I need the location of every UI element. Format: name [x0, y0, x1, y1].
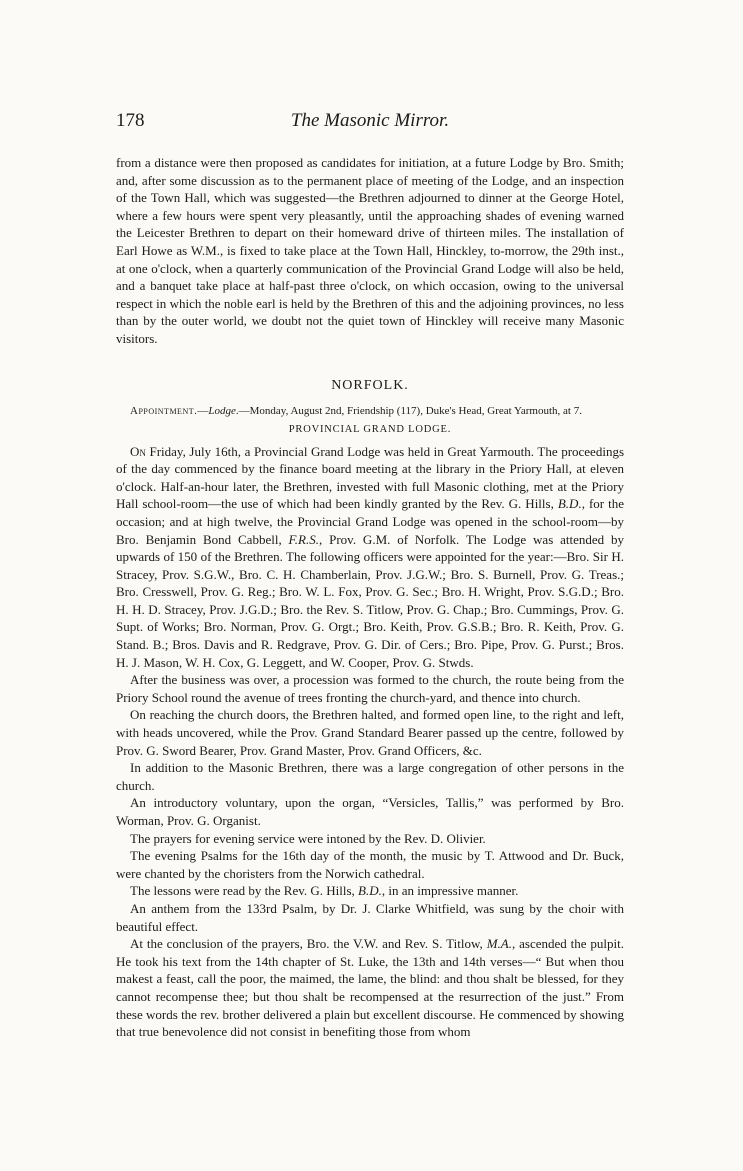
opening-degree-bd: B.D.: [557, 496, 582, 512]
voluntary-paragraph: An introductory voluntary, upon the organ, “Versicles, Tallis,” was performed by Bro. Worman, Prov. G. Organist.: [116, 795, 624, 828]
page-body: [116, 154, 624, 1041]
anthem-paragraph: An anthem from the 133rd Psalm, by Dr. J. Clarke Whitfield, was sung by the choir with beautiful effect.: [116, 900, 624, 934]
continuation-paragraph: from a distance were then proposed as candidates for initiation, at a future Lodge by Bro. Smith; and, after some discussion as to the permanent place of meeting of the Lodge, and an inspection of the Town Hall, which was suggested—the Brethren adjourned to dinner at the George Hotel, where a few hours were spent very pleasantly, until the approaching shades of evening warned the Leicester Brethren to depart on their homeward drive of thirteen miles. The installation of Earl Howe as W.M., is fixed to take place at the Town Hall, Hinckley, to-morrow, the 29th inst., at one o'clock, when a quarterly communication of the Provincial Grand Lodge will also be held, and a banquet take place at half-past three o'clock, on which occasion, owing to the universal respect in which the noble earl is held by the Brethren of this and the adjoining provinces, no less than by the outer world, we doubt not the quiet town of Hinckley will receive many Masonic visitors.: [116, 155, 624, 346]
opening-text-2: , for the occasion; and at high twelve, the Provincial Grand Lodge was opened in the school-room—by Bro. Benjamin Bond Cabbell,: [116, 496, 624, 547]
lessons-text-1: The lessons were read by the Rev. G. Hills,: [130, 883, 359, 899]
sermon-text-2: , ascended the pulpit. He took his text from the 14th chapter of St. Luke, the 13th and 14th verses—“ But when thou makest a feast, call the poor, the maimed, the lame, the blind: and thou shalt be blessed, for they cannot recompense thee; but thou shalt be recompensed at the resurrection of the just.” From these words the rev. brother delivered a plain but excellent discourse. He commenced by showing that true benevolence did not consist in benefiting those from whom: [116, 936, 624, 1040]
sermon-paragraph: [116, 935, 624, 1041]
running-title: The Masonic Mirror.: [290, 110, 450, 131]
prayers-paragraph: The prayers for evening service were intoned by the Rev. D. Olivier.: [130, 830, 486, 846]
lessons-paragraph: [116, 882, 624, 900]
appointment-lodge-label: Lodge: [208, 404, 236, 417]
congregation-paragraph: In addition to the Masonic Brethren, there was a large congregation of other persons in the church.: [116, 760, 624, 793]
subheading: PROVINCIAL GRAND LODGE.: [288, 423, 452, 435]
appointment-details: .—Monday, August 2nd, Friendship (117), Duke's Head, Great Yarmouth, at 7.: [235, 404, 582, 417]
opening-degree-frs: F.R.S.: [288, 531, 320, 547]
section-title: NORFOLK.: [331, 377, 409, 393]
page-header: [116, 110, 624, 138]
opening-text-1: Friday, July 16th, a Provincial Grand Lodge was held in Great Yarmouth. The proceedings of the day commenced by the finance board meeting at the library in the Priory Hall, at eleven o'clock. Half-an-hour later, the Brethren, invested with full Masonic clothing, met at the Priory Hall school-room—the use of which had been kindly granted by the Rev. G. Hills,: [116, 443, 624, 512]
opening-lead: On: [130, 443, 146, 459]
appointment-notice: [116, 404, 624, 418]
procession-paragraph: After the business was over, a procession was formed to the church, the route being from the Priory School round the avenue of trees fronting the church-yard, and thence into church.: [116, 672, 624, 705]
opening-text-3: , Prov. G.M. of Norfolk. The Lodge was attended by upwards of 150 of the Brethren. The following officers were appointed for the year:—Bro. Sir H. Stracey, Prov. S.G.W., Bro. C. H. Chamberlain, Prov. J.G.W.; Bro. S. Burnell, Prov. G. Treas.; Bro. Cresswell, Prov. G. Reg.; Bro. W. L. Fox, Prov. G. Sec.; Bro. H. Wright, Prov. S.G.D.; Bro. H. H. D. Stracey, Prov. J.G.D.; Bro. the Rev. S. Titlow, Prov. G. Chap.; Bro. Cummings, Prov. G. Supt. of Works; Bro. Norman, Prov. G. Orgt.; Bro. Keith, Prov. G.S.B.; Bro. R. Keith, Prov. G. Stand. B.; Bros. Davis and R. Redgrave, Prov. G. Dir. of Cers.; Bro. Pipe, Prov. G. Purst.; Bros. H. J. Mason, W. H. Cox, G. Leggett, and W. Cooper, Prov. G. Stwds.: [116, 531, 624, 670]
sermon-degree-ma: M.A.: [486, 936, 512, 952]
lessons-degree-bd: B.D.: [358, 883, 382, 899]
appointment-dash: —: [197, 404, 209, 417]
opening-paragraph: [116, 443, 624, 672]
lessons-text-2: , in an impressive manner.: [381, 883, 519, 899]
appointment-label: Appointment.: [130, 404, 198, 417]
psalms-paragraph: The evening Psalms for the 16th day of the month, the music by T. Attwood and Dr. Buck, were chanted by the choristers from the Norwich cathedral.: [116, 848, 624, 881]
page-number: 178: [116, 110, 145, 131]
sermon-text-1: At the conclusion of the prayers, Bro. the V.W. and Rev. S. Titlow,: [130, 936, 487, 952]
church-doors-paragraph: On reaching the church doors, the Brethren halted, and formed open line, to the right and left, with heads uncovered, while the Prov. Grand Standard Bearer passed up the centre, followed by Prov. G. Sword Bearer, Prov. Grand Master, Prov. Grand Officers, &c.: [116, 707, 624, 758]
